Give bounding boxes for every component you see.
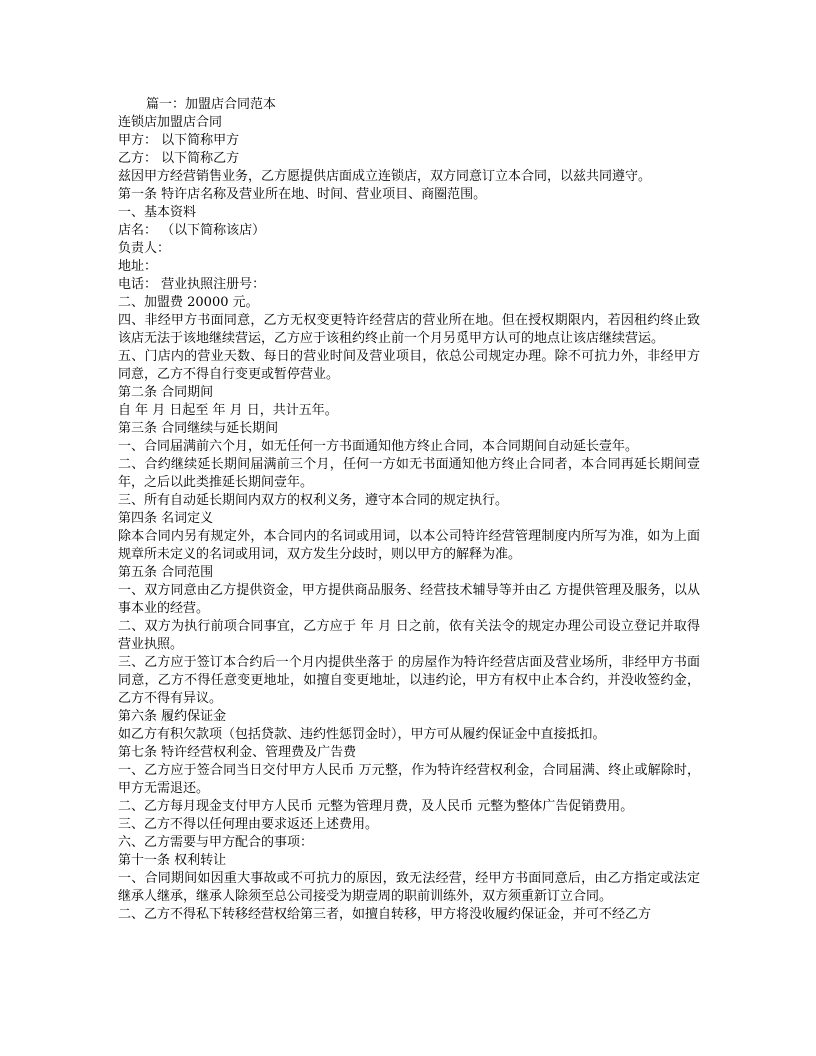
article-3-heading: 第三条 合同继续与延长期间 <box>118 421 279 436</box>
clause-relocation: 四、非经甲方书面同意，乙方无权变更特许经营店的营业所在地。但在授权期限内，若因租约终止致该店无法于该地继续营运，乙方应于该租约终止前一个月另觅甲方认可的地点让该店继续营运。 <box>118 313 700 346</box>
clause-extension-rights: 三、所有自动延长期间内双方的权利义务，遵守本合同的规定执行。 <box>118 493 509 508</box>
preamble-paragraph: 兹因甲方经营销售业务，乙方愿提供店面成立连锁店，双方同意订立本合同，以兹共同遵守。 <box>118 169 652 184</box>
clause-royalty: 一、乙方应于签合同当日交付甲方人民币 万元整，作为特许经营权利金，合同届满、终止或解除时，甲方无需退还。 <box>118 763 700 796</box>
address-line: 地址： <box>118 259 158 274</box>
document-title: 篇一：加盟店合同范本 <box>146 97 277 112</box>
clause-scope-premises: 三、乙方应于签订本合约后一个月内提供坐落于 的房屋作为特许经营店面及营业场所，非经甲方书面同意，乙方不得任意变更地址，如擅自变更地址，以违约论，甲方有权中止本合约，并没收签约金，乙方不得有异议。 <box>118 655 700 706</box>
clause-auto-extension: 一、合同届满前六个月，如无任何一方书面通知他方终止合同，本合同期间自动延长壹年。 <box>118 439 639 454</box>
clause-no-refund: 三、乙方不得以任何理由要求返还上述费用。 <box>118 817 379 832</box>
contract-title: 连锁店加盟店合同 <box>118 115 223 130</box>
clause-scope-funding: 一、双方同意由乙方提供资金，甲方提供商品服务、经营技术辅导等并由乙 方提供管理及服务，以从事本业的经营。 <box>118 583 700 616</box>
party-b-line: 乙方： 以下简称乙方 <box>118 151 240 166</box>
clause-continued-extension: 二、合约继续延长期间届满前三个月，任何一方如无书面通知他方终止合同者，本合同再延长期间壹年，之后以此类推延长期间壹年。 <box>118 457 700 490</box>
manager-line: 负责人： <box>118 241 171 256</box>
phone-license-line: 电话： 营业执照注册号： <box>118 277 266 292</box>
clause-transfer-prohibited: 二、乙方不得私下转移经营权给第三者，如擅自转移，甲方将没收履约保证金，并可不经乙方 <box>118 907 652 922</box>
clause-management-fee: 二、乙方每月现金支付甲方人民币 元整为管理月费，及人民币 元整为整体广告促销费用。 <box>118 799 634 814</box>
contract-period-line: 自 年 月 日起至 年 月 日，共计五年。 <box>118 403 338 418</box>
party-a-line: 甲方： 以下简称甲方 <box>118 133 240 148</box>
clause-definitions: 除本合同内另有规定外，本合同内的名词或用词，以本公司特许经营管理制度内所写为准，如为上面规章所未定义的名词或用词，双方发生分歧时，则以甲方的解释为准。 <box>118 529 700 562</box>
section-basic-info: 一、基本资料 <box>118 205 197 220</box>
article-6-heading: 第六条 履约保证金 <box>118 709 227 724</box>
clause-business-hours: 五、门店内的营业天数、每日的营业时间及营业项目，依总公司规定办理。除不可抗力外，非经甲方同意，乙方不得自行变更或暂停营业。 <box>118 349 700 382</box>
clause-scope-registration: 二、双方为执行前项合同事宜，乙方应于 年 月 日之前，依有关法令的规定办理公司设立登记并取得营业执照。 <box>118 619 700 652</box>
document-page <box>118 96 700 924</box>
article-4-heading: 第四条 名词定义 <box>118 511 214 526</box>
clause-deposit: 如乙方有积欠款项（包括贷款、违约性惩罚金时），甲方可从履约保证金中直接抵扣。 <box>118 727 606 742</box>
clause-transfer-succession: 一、合同期间如因重大事故或不可抗力的原因，致无法经营，经甲方书面同意后，由乙方指定或法定继承人继承，继承人除须至总公司接受为期壹周的职前训练外，双方须重新订立合同。 <box>118 871 700 904</box>
article-1-heading: 第一条 特许店名称及营业所在地、时间、营业项目、商圈范围。 <box>118 187 487 202</box>
store-name-line: 店名： （以下简称该店） <box>118 223 266 238</box>
article-7-heading: 第七条 特许经营权利金、管理费及广告费 <box>118 745 357 760</box>
article-5-heading: 第五条 合同范围 <box>118 565 214 580</box>
franchise-fee-line: 二、加盟费 20000 元。 <box>118 295 259 310</box>
cooperation-heading: 六、乙方需要与甲方配合的事项： <box>118 835 314 850</box>
article-11-heading: 第十一条 权利转让 <box>118 853 227 868</box>
article-2-heading: 第二条 合同期间 <box>118 385 214 400</box>
